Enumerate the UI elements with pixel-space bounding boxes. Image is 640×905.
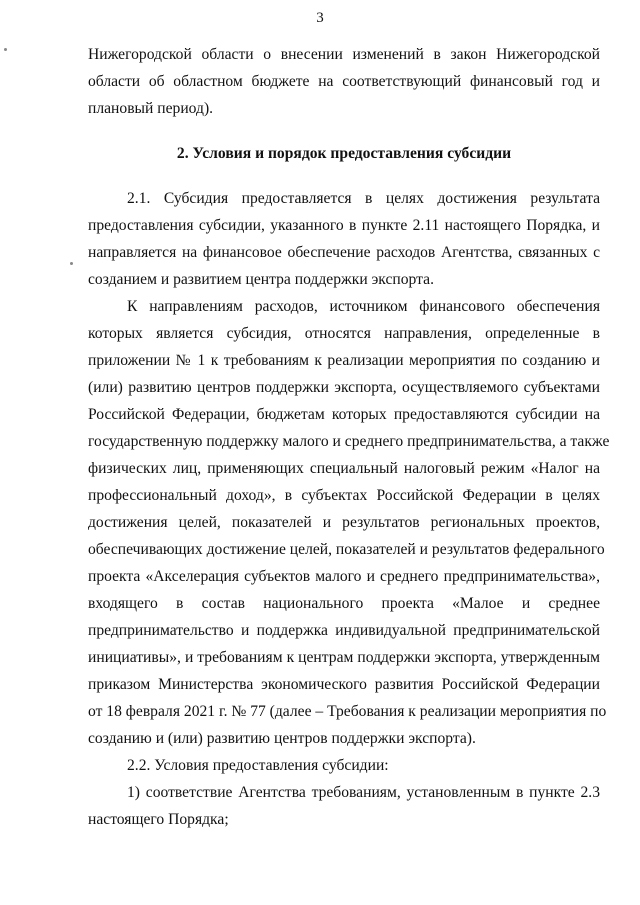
text-line: направляется на финансовое обеспечение расходов Агентства, связанных с: [88, 244, 600, 261]
paragraph-2-2: [88, 752, 600, 779]
text-line: инициативы», и требованиям к центрам поддержки экспорта, утвержденным: [88, 649, 600, 666]
scan-speck: [4, 48, 7, 51]
text-line: от 18 февраля 2021 г. № 77 (далее – Требования к реализации мероприятия по: [88, 703, 607, 720]
document-body: [88, 41, 610, 833]
text-line: (или) развитию центров поддержки экспорта, осуществляемого субъектами: [88, 379, 600, 396]
text-line: входящего в состав национального проекта «Малое и среднее: [88, 595, 600, 612]
text-line: предпринимательство и поддержка индивидуальной предпринимательской: [88, 622, 600, 639]
text-line: достижения целей, показателей и результатов региональных проектов,: [88, 514, 600, 531]
text-line: проекта «Акселерация субъектов малого и среднего предпринимательства»,: [88, 568, 600, 585]
paragraph-2-1: [88, 185, 600, 293]
text-line: плановый период).: [88, 100, 214, 117]
intro-paragraph: [88, 41, 600, 122]
text-line: 2.2. Условия предоставления субсидии:: [127, 757, 389, 774]
text-line: 1) соответствие Агентства требованиям, установленным в пункте 2.3: [127, 784, 600, 801]
page-number: 3: [316, 10, 324, 26]
scan-speck: [70, 262, 73, 265]
text-line: К направлениям расходов, источником финансового обеспечения: [127, 298, 600, 315]
text-line: профессиональный доход», в субъектах Российской Федерации в целях: [88, 487, 600, 504]
text-line: Нижегородской области о внесении изменений в закон Нижегородской: [88, 46, 600, 63]
section-heading: 2. Условия и порядок предоставления субсидии: [176, 145, 512, 162]
paragraph-directions: [88, 293, 610, 752]
text-line: государственную поддержку малого и среднего предпринимательства, а также: [88, 433, 610, 450]
text-line: области об областном бюджете на соответствующий финансовый год и: [88, 73, 600, 90]
text-line: настоящего Порядка;: [88, 811, 229, 828]
text-line: приказом Министерства экономического развития Российской Федерации: [88, 676, 600, 693]
text-line: обеспечивающих достижение целей, показателей и результатов федерального: [88, 541, 605, 558]
text-line: Российской Федерации, бюджетам которых предоставляются субсидии на: [88, 406, 600, 423]
list-item-1: [88, 779, 600, 833]
text-line: созданию и (или) развитию центров поддержки экспорта).: [88, 730, 476, 747]
text-line: физических лиц, применяющих специальный налоговый режим «Налог на: [88, 460, 600, 477]
text-line: 2.1. Субсидия предоставляется в целях достижения результата: [127, 190, 600, 207]
text-line: приложении № 1 к требованиям к реализации мероприятия по созданию и: [88, 352, 600, 369]
text-line: созданием и развитием центра поддержки экспорта.: [88, 271, 434, 288]
text-line: которых является субсидия, относятся направления, определенные в: [88, 325, 600, 342]
text-line: предоставления субсидии, указанного в пункте 2.11 настоящего Порядка, и: [88, 217, 600, 234]
